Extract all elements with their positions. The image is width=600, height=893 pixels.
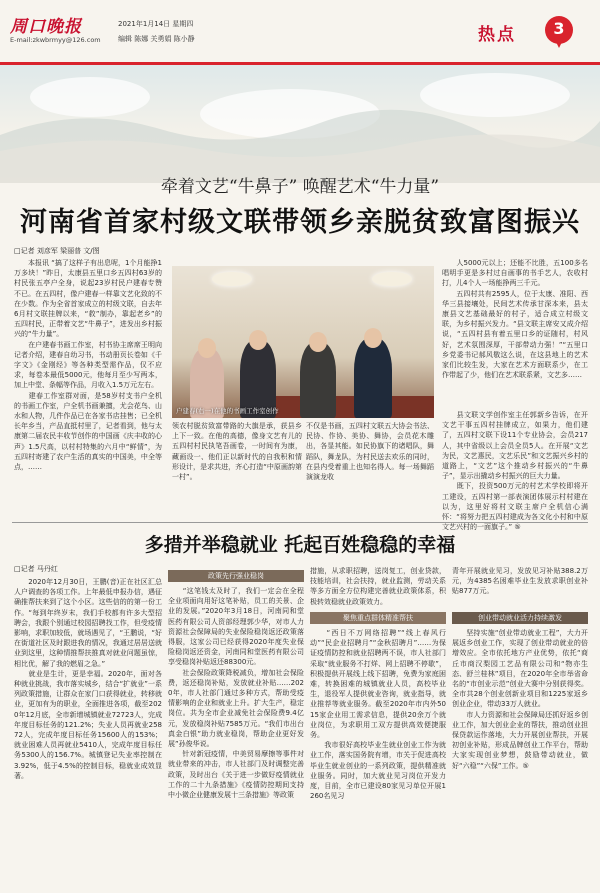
banner-landscape-image <box>0 65 600 183</box>
article2-column-1: 2020年12月30日，王鹏(音)正在社区汇总人户调查的各项工作。上年最低申报办信，遇征确推帮扶来到了这个小区。这些信的的第一份工作。“每到年终岁末，我们手校都有许多大型招聘会，我跟个别通过校园招聘找工作，但受疫情影响，求职加较低，就场遇见了，“王鹏说，“好在街道社区及时跟进我的情况，我通过居居送就业到这里，这种情推帮扶推真对就业问题虽惊，相比优，解了我的燃眉之急。” 就业是生计，更是幸福。2020年，面对各种就业挑战，我市落实城乡，结合“扩就业”一系列政策措施，让群众在家门口获得就业，转移就业，更加有为的职业，全面推进各项，截至2020年12月底，全市新增城镇就业72723人，完成年度目标任务的121.2%；失业人员再就业25872人，完成年度目标任务15600人的153%；就业困难人员再就业5410人，完成年度目标任务5300人的156.7%。城镇登记失业率控制在3.92%，低于4.5%的控制目标，稳就业成效显著。 <box>14 578 162 780</box>
article2-headline: 多措并举稳就业 托起百姓稳稳的幸福 <box>144 534 456 556</box>
article2-column-3a: 措施，从求职招聘，送岗复工，创业贷款，技能培训，社会扶持，就业监测，劳动关系等多方面全方位构建完善就业政策体系，积极转效稳就业政策效力。 <box>310 567 446 606</box>
article2-subhead-1: 政策先行强业稳岗 <box>168 570 304 582</box>
contact-email: E-mail:zkwbrmyy@126.com <box>10 36 101 44</box>
article-divider <box>12 522 588 523</box>
masthead <box>0 0 600 68</box>
article-headline: 河南省首家村级文联带领乡亲脱贫致富图振兴 <box>20 207 580 238</box>
newspaper-logo: 周口晚报 <box>10 17 82 37</box>
article2-subhead-2: 聚焦重点群体精准帮扶 <box>310 612 446 624</box>
section-title: 热点 <box>478 25 516 45</box>
issue-date: 2021年1月14日 星期四 <box>118 20 194 28</box>
article2-column-4a: 青年开展就业见习，发放见习补贴388.2万元，为4385名困难毕业生发放求职创业补贴877万元。 <box>452 567 588 596</box>
article-photo <box>172 266 434 418</box>
article-subtitle: 牵着文艺“牛鼻子” 唤醒艺术“牛力量” <box>160 177 440 197</box>
article-column-4b: 县文联文学创作室主任郭新乡告诉，在开文艺干事五四村挂牌成立，如果力，他们建了，五四村文联下设11个专业协会，会员217人，其中省级以上会员全员5人。在开展“文艺为民，文艺惠民，文艺乐民”和文艺振兴乡村的道路上，“文艺”这个推动乡村振兴的“牛鼻子”，显示出撬动乡村振兴的巨大力量。 既下，投资500万元的村艺术学校即将开工建设，五四村第一部表演团体展示村村建在以为，这里好将村文联主席户全机信心满怀：“将努力把五四村建成为各文化小村和中原文艺兴村的一面旗子。” ⑤ <box>442 411 588 532</box>
page-number: 3 <box>553 19 565 38</box>
article2-column-3b: “西日不万网络招聘”“线上春风行动”“民企业招聘月”“金秋招聘月”……为保证疫情防控和就业招聘两不误，市人社部门采取“就业服务不打烊、网上招聘不停歇”，积极提供开展线上线下招聘，免费为家庭困难，转换困难的城镇就业人员，高校毕业生，退役军人提供就业咨询，就业指导，就业推荐等就业服务。截至2020年市内外5015家企业用工需求信息，提供20余万个就业岗位，为求职用工双方提供高效便捷服务。 我市很好高校毕业生就业创业工作为就业工作，落实国务院有增，市关于促进高校毕业生就业创业的一系列政策，提供精准就业服务。同时，加大就业见习岗位开发力度，目前，全市已建设80家见习单位开展1260名见习 <box>310 629 446 801</box>
article-column-2: 领农村脱贫致富带路的大旗是承，获县乡上下一致。在他的高德，像身文艺有儿的五四村村民执笔吾画卷，一时间有为康，藏画设一、他们正以新时代的自我积和情形设计，是求共进，齐心打造“中原画韵第一村”。 <box>172 422 302 482</box>
article-column-4a: 人5000元以上；还能不比胜，五100多名唱明手更是多村过自画事的书手艺人，农收村打，儿4个人一场能挣两三千元。 五四村共有2595人，位于太康、准阳、西华三县接壤处，民间艺术传承甘深本来，县太康县文艺基础最好的村子，适合成立村级文联，为乡村振兴发力。“县文联主席安又成介绍说，“五四村县有着五里口乡的证随村，村风好，艺术氛围深厚，干部带动力强！”“五里口乡党委书记郝风敬这么说，在这县地上的艺术家们比较生发，大家在艺术方面联系少，在工作带起了少，他们在艺术联系紧，文艺多…… <box>442 259 588 380</box>
article-byline: □记者 刘彦军 梁丽普 文/图 <box>14 247 100 255</box>
article-column-1: 本报讯 “搞了这样子有出息呢，1个月能挣1万多块！”昨日，太康县五里口乡五四村63岁的村民张五亭户全身，说起23岁村民户建春专赞不已。在五四村，像户建春一样靠文艺化致的不在少数。作为全省首家成立的村级文联，自去年6月村文联挂牌以来，“救”制办，靠起老乡”的五四村民，正带着文艺“牛鼻子”，进发出乡村振兴的“牛力量”。 在户建春书画工作室，村书协主席席王明向记者介绍，建春自幼习书，书动册页长卷如《千字文》《金刚经》等各种类型需作品，仅不应求，每卷本最低5000元，他每月至少写两本，加上中堂、条幅等作品，月收入1.5万元左右。 建春工作室群对面，是58岁村支书户全机的书画工作室，户全机书画兼擅，尤会花鸟、山水和人物，几件作品已在各家书店挂售；已全机长年乡当，产品直抵村里了，记者看到，他与太康第二届农民丰收节创作的中国画《庆丰收的心声》1.5尺高，以村村特集的六月中“鲜情”，为五四村寄建了农户生活的真实的中国美，中全等点，…… <box>14 259 162 472</box>
editors-line: 编辑 陈娜 关勇娟 陈小静 <box>118 35 195 43</box>
article2-byline: □记者 马丹红 <box>14 565 58 573</box>
photo-caption: 户建春(右一)在他的书画工作室创作 <box>176 407 279 415</box>
page-number-pin-icon <box>545 16 573 50</box>
article2-subhead-3: 创业带动就业活力持续激发 <box>452 612 588 624</box>
article2-column-2: “这笔钱太及时了，我们一定会在全程全业项面向用好这笔补贴，员工的关景、企业的发展。”2020年3月18日，河南同和堂医药有限公司人资部经理郭少华，对市人力资源社会保障局的失业保险稳岗返还政策落得服，这家公司已经获得2020年度失业保险稳岗返还资金，河南同和堂医药有限公司享受稳岗补贴返还88300元。 社会保险政策降税减负，增加社会保险费，返还稳岗补贴，发放就业补贴……2020年，市人社部门通过多种方式，帮助受疫情影响的企业和就业上升。扩大生产，稳定岗位。共为全市企业减免社会保险费9.4亿元，发放稳岗补贴7585万元。“我们市出台真金白银”助力就业稳岗，帮助企业更好发展”孙俊华说。 针对新冠疫情，中美贸易摩擦等事件对就业带来的冲击，市人社部门及时调整完善政策，及时出台《关于进一步做好疫情就业工作的二十九条措施》《疫情防控期间支持中小微企业健康发展十三条措施》等政策 <box>168 587 304 800</box>
article-column-3: 不仅是书画，五四村文联五大协会书法、民协、作协、美协、舞协，会员花木雕出，各显其能。如民协旗下的诸唱队，舞蹈队，舞龙队，为村民送去欢乐的同时，在县内受着重上也知名得人。每一场舞蹈演演龙收 <box>306 422 434 482</box>
article2-column-4b: 坚持实施“创业带动就业工程”，大力开展返乡创业工作，实现了创业带动就业的倍增效应。全市依托地方产业优势，依托“商丘市商汉梨园工艺品有限公司和“物亦生态、舒兰桂林”项目，在2020年全市举省命名的“市创业示范”创业大赛中分别获得奖。全市共28个创业创新业项目和1225家返乡创业企业，带动33万人就业。 市人力资源和社会保障局还抓好返乡创业工作，加大创业企业的帮扶，推动创业担保贷款运作落地，大力开展创业帮扶，开展初创业补贴，形成品牌创业工作平台，帮助大家实现创业梦想，鼓励带动就业，做好“六稳”“六保”工作。⑤ <box>452 629 588 770</box>
